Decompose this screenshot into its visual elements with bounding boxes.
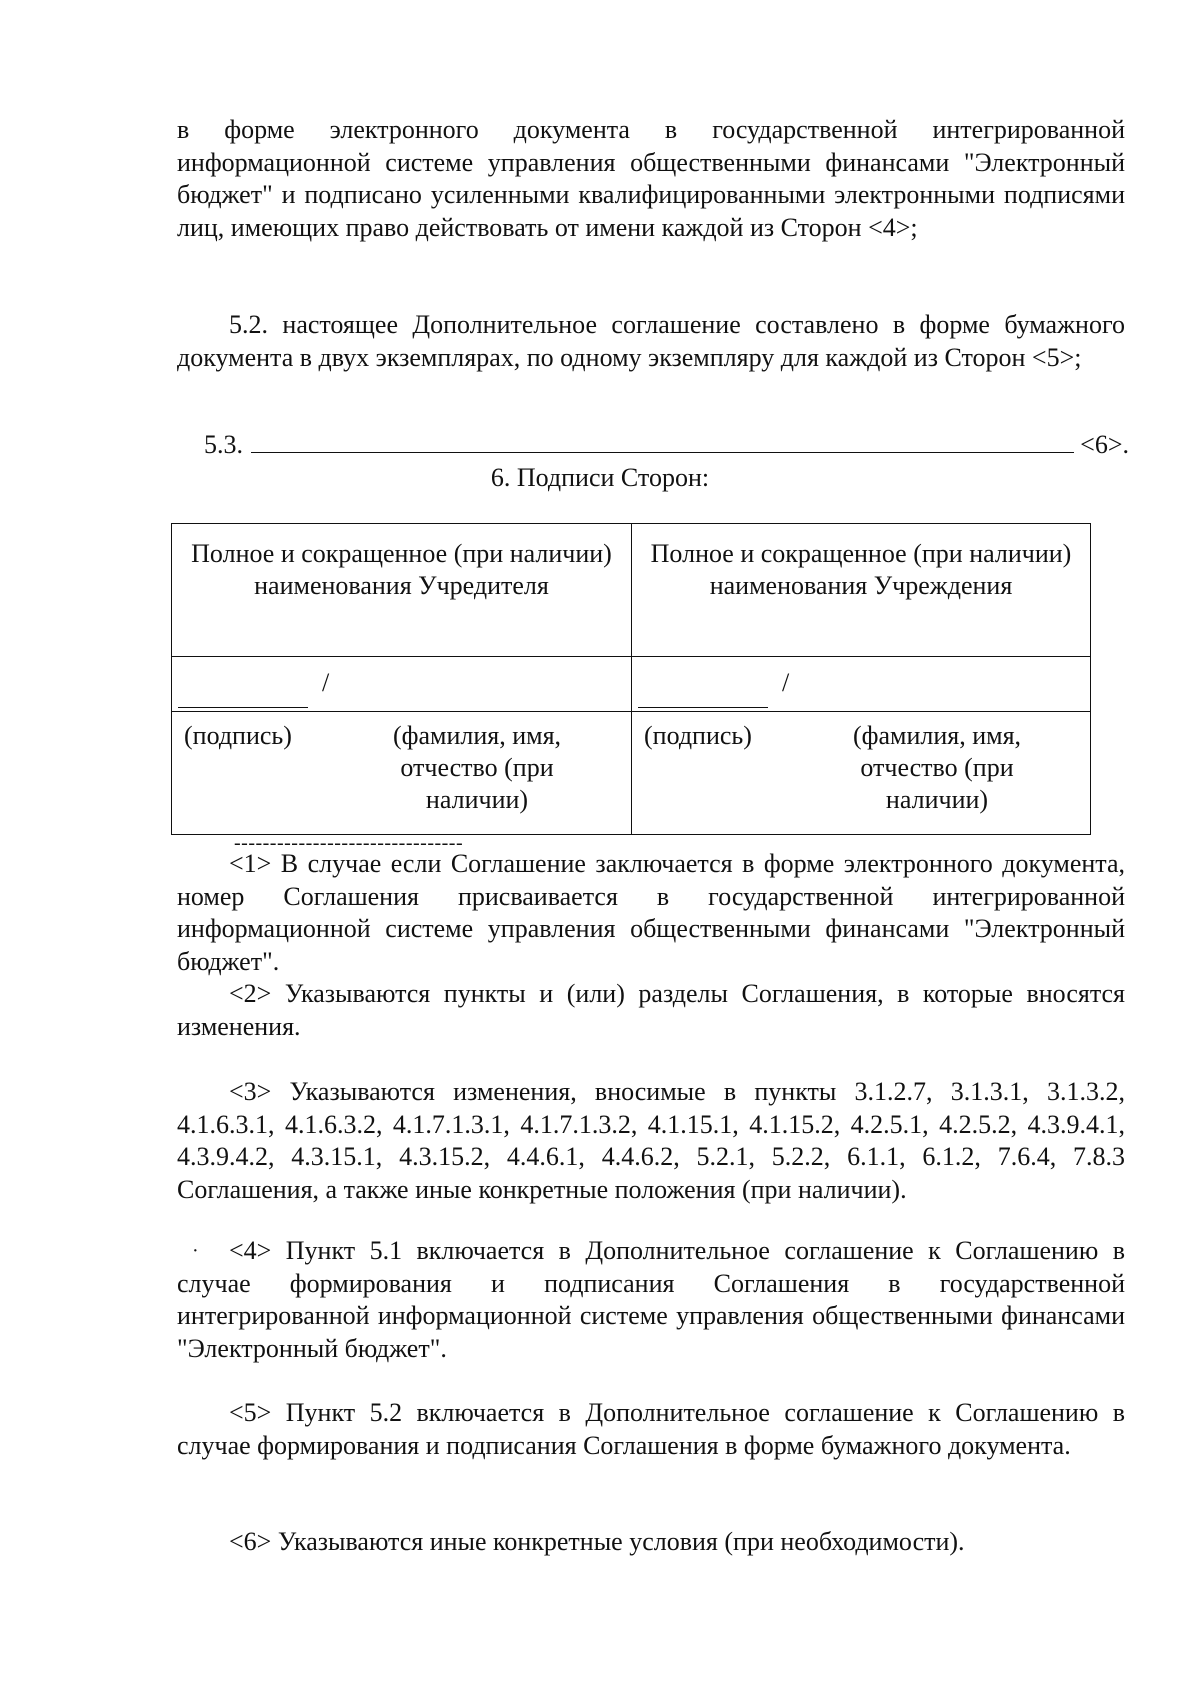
institution-name-caption: (фамилия, имя, отчество (при наличии) [852, 721, 1022, 814]
footnote-4: <4> Пункт 5.1 включается в Дополнительное соглашение к Соглашению в случае формирования и подписания Соглашения в государственной интегрированной информационной системе управления общественными финансами "Электронный бюджет". [177, 1236, 1125, 1363]
signatures-title: 6. Подписи Сторон: [490, 463, 710, 492]
paragraph-5-3 [204, 428, 1129, 462]
institution-signature-slash: / [782, 668, 790, 697]
institution-signature-caption: (подпись) [644, 721, 752, 750]
founder-signature-slash: / [322, 668, 330, 697]
institution-signature-cell [632, 657, 1091, 712]
institution-header-cell [632, 524, 1091, 657]
paragraph-5-3-number: 5.3. [204, 430, 243, 459]
institution-caption-cell [632, 712, 1091, 835]
paragraph-5-1-continuation: в форме электронного документа в государственной интегрированной информационной системе управления общественными финансами "Электронный бюджет" и подписано усиленными квалифицированными электронными подписями лиц, имеющих право действовать от имени каждой из Сторон <4>; [177, 115, 1125, 242]
footnote-6: <6> Указываются иные конкретные условия (при необходимости). [229, 1527, 965, 1556]
institution-signature-line [638, 707, 768, 708]
paragraph-5-3-blank-line [251, 428, 1074, 453]
founder-header-cell [172, 524, 632, 657]
footnote-5: <5> Пункт 5.2 включается в Дополнительное соглашение к Соглашению в случае формирования и подписания Соглашения в форме бумажного документа. [177, 1398, 1125, 1460]
footnote-3: <3> Указываются изменения, вносимые в пункты 3.1.2.7, 3.1.3.1, 3.1.3.2, 4.1.6.3.1, 4.1.6.3.2, 4.1.7.1.3.1, 4.1.7.1.3.2, 4.1.15.1, 4.1.15.2, 4.2.5.1, 4.2.5.2, 4.3.9.4.1, 4.3.9.4.2, 4.3.15.1, 4.3.15.2, 4.4.6.1, 4.4.6.2, 5.2.1, 5.2.2, 6.1.1, 6.1.2, 7.6.4, 7.8.3 Соглашения, а также иные конкретные положения (при наличии). [177, 1077, 1125, 1204]
footnote-2: <2> Указываются пункты и (или) разделы Соглашения, в которые вносятся изменения. [177, 979, 1125, 1041]
paragraph-5-3-footnote-ref: <6>. [1080, 430, 1129, 459]
founder-caption-cell [172, 712, 632, 835]
institution-header: Полное и сокращенное (при наличии) наименования Учреждения [650, 539, 1072, 600]
founder-signature-cell [172, 657, 632, 712]
founder-name-caption: (фамилия, имя, отчество (при наличии) [392, 721, 562, 814]
paragraph-5-2: 5.2. настоящее Дополнительное соглашение составлено в форме бумажного документа в двух экземплярах, по одному экземпляру для каждой из Сторон <5>; [177, 310, 1125, 372]
footnote-separator: -------------------------------- [234, 832, 464, 854]
signatures-table [171, 523, 1091, 835]
stray-mark: · [192, 1240, 199, 1262]
founder-signature-caption: (подпись) [184, 721, 292, 750]
founder-header: Полное и сокращенное (при наличии) наименования Учредителя [191, 539, 612, 600]
founder-signature-line [178, 707, 308, 708]
footnote-1: <1> В случае если Соглашение заключается в форме электронного документа, номер Соглашения присваивается в государственной интегрированной информационной системе управления общественными финансами "Электронный бюджет". [177, 849, 1125, 976]
